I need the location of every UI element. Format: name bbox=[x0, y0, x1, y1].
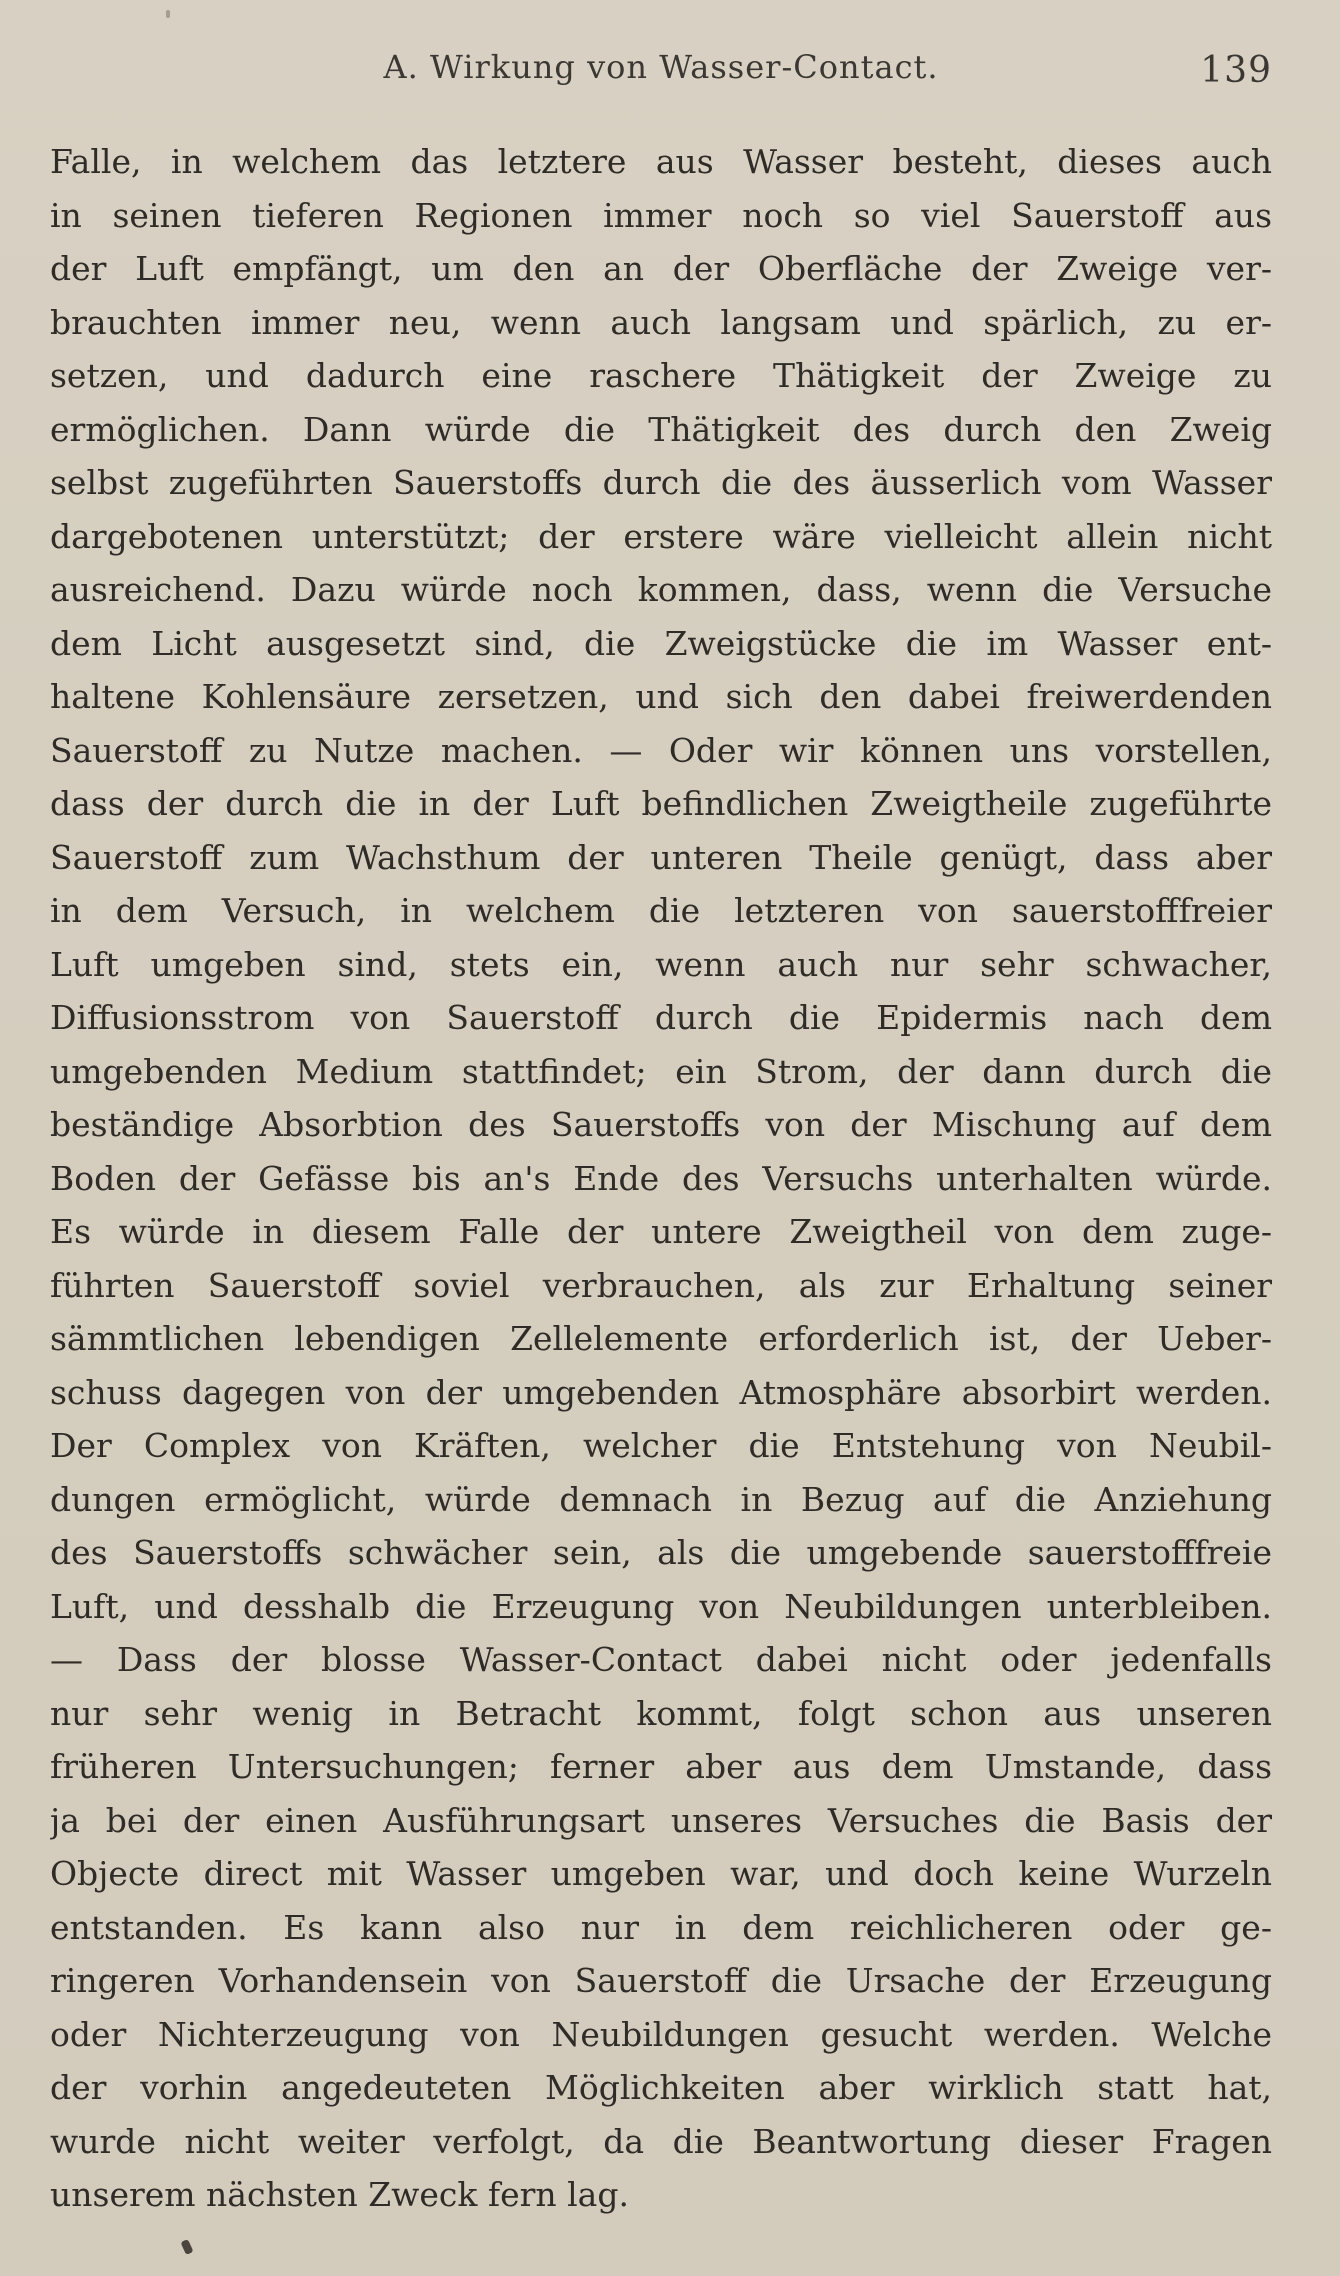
running-title: A. Wirkung von Wasser-Contact. bbox=[383, 48, 939, 86]
text-line: ermöglichen. Dann würde die Thätigkeit des durch den Zweig bbox=[50, 409, 1272, 449]
text-line: Luft, und desshalb die Erzeugung von Neubildungen unterbleiben. bbox=[50, 1586, 1272, 1626]
text-line: oder Nichterzeugung von Neubildungen gesucht werden. Welche bbox=[50, 2014, 1272, 2054]
text-line: Diffusionsstrom von Sauerstoff durch die Epidermis nach dem bbox=[50, 998, 1272, 1037]
text-line: Sauerstoff zum Wachsthum der unteren Theile genügt, dass aber bbox=[50, 837, 1272, 877]
text-line: dungen ermöglicht, würde demnach in Bezug auf die Anziehung bbox=[50, 1479, 1272, 1519]
text-line: selbst zugeführten Sauerstoffs durch die des äusserlich vom Wasser bbox=[50, 463, 1272, 502]
text-line: der Luft empfängt, um den an der Oberfläche der Zweige ver- bbox=[50, 249, 1272, 288]
text-line: ausreichend. Dazu würde noch kommen, dass, wenn die Versuche bbox=[50, 570, 1272, 609]
text-line: dem Licht ausgesetzt sind, die Zweigstücke die im Wasser ent- bbox=[50, 623, 1272, 663]
text-line: sämmtlichen lebendigen Zellelemente erforderlich ist, der Ueber- bbox=[50, 1319, 1272, 1358]
text-line: in seinen tieferen Regionen immer noch so viel Sauerstoff aus bbox=[50, 195, 1272, 235]
paper-speck bbox=[166, 10, 170, 18]
body-text bbox=[50, 135, 1272, 2222]
text-line: entstanden. Es kann also nur in dem reichlicheren oder ge- bbox=[50, 1907, 1272, 1947]
text-line: Luft umgeben sind, stets ein, wenn auch nur sehr schwacher, bbox=[50, 944, 1272, 984]
text-line: dass der durch die in der Luft befindlichen Zweigtheile zugeführte bbox=[50, 784, 1272, 823]
text-line: setzen, und dadurch eine raschere Thätigkeit der Zweige zu bbox=[50, 356, 1272, 395]
text-line: ringeren Vorhandensein von Sauerstoff die Ursache der Erzeugung bbox=[50, 1961, 1272, 2000]
text-line: des Sauerstoffs schwächer sein, als die umgebende sauerstofffreie bbox=[50, 1533, 1272, 1572]
text-line: nur sehr wenig in Betracht kommt, folgt schon aus unseren bbox=[50, 1693, 1272, 1733]
text-line-last: unserem nächsten Zweck fern lag. bbox=[50, 2175, 629, 2214]
text-line: dargebotenen unterstützt; der erstere wäre vielleicht allein nicht bbox=[50, 516, 1272, 556]
text-line: wurde nicht weiter verfolgt, da die Beantwortung dieser Fragen bbox=[50, 2121, 1272, 2161]
text-line: der vorhin angedeuteten Möglichkeiten aber wirklich statt hat, bbox=[50, 2068, 1272, 2107]
text-line: Boden der Gefässe bis an's Ende des Versuchs unterhalten würde. bbox=[50, 1158, 1272, 1198]
running-header bbox=[50, 48, 1272, 98]
text-line: Sauerstoff zu Nutze machen. — Oder wir können uns vorstellen, bbox=[50, 730, 1272, 770]
text-line: führten Sauerstoff soviel verbrauchen, als zur Erhaltung seiner bbox=[50, 1265, 1272, 1305]
text-line: früheren Untersuchungen; ferner aber aus dem Umstande, dass bbox=[50, 1747, 1272, 1786]
text-line: Der Complex von Kräften, welcher die Entstehung von Neubil- bbox=[50, 1426, 1272, 1465]
text-line: beständige Absorbtion des Sauerstoffs von der Mischung auf dem bbox=[50, 1105, 1272, 1144]
text-line: brauchten immer neu, wenn auch langsam und spärlich, zu er- bbox=[50, 302, 1272, 342]
text-line: in dem Versuch, in welchem die letzteren von sauerstofffreier bbox=[50, 891, 1272, 930]
text-line: — Dass der blosse Wasser-Contact dabei nicht oder jedenfalls bbox=[50, 1640, 1272, 1679]
text-line: Objecte direct mit Wasser umgeben war, und doch keine Wurzeln bbox=[50, 1854, 1272, 1893]
text-line: schuss dagegen von der umgebenden Atmosphäre absorbirt werden. bbox=[50, 1372, 1272, 1412]
text-line: umgebenden Medium stattfindet; ein Strom, der dann durch die bbox=[50, 1051, 1272, 1091]
page-number: 139 bbox=[1200, 50, 1272, 91]
ink-speck bbox=[180, 2239, 193, 2255]
text-line: Falle, in welchem das letztere aus Wasser besteht, dieses auch bbox=[50, 142, 1272, 181]
text-line: ja bei der einen Ausführungsart unseres Versuches die Basis der bbox=[50, 1800, 1272, 1840]
text-line: haltene Kohlensäure zersetzen, und sich den dabei freiwerdenden bbox=[50, 677, 1272, 716]
text-line: Es würde in diesem Falle der untere Zweigtheil von dem zuge- bbox=[50, 1212, 1272, 1251]
